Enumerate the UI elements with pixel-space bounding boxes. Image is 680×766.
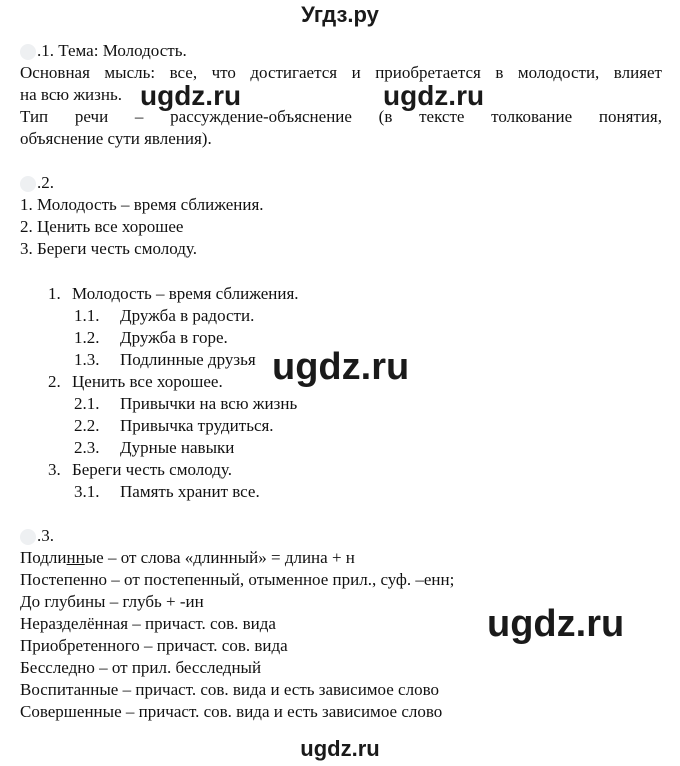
word-part: Подли — [20, 548, 67, 567]
task2-heading — [20, 173, 54, 193]
task2-label: .2. — [37, 173, 54, 192]
task3-label: .3. — [37, 526, 54, 545]
complex-plan-item-1-2-num: 1.2. — [74, 328, 100, 347]
complex-plan-item-3-num: 3. — [48, 460, 61, 479]
complex-plan-item-1-num: 1. — [48, 284, 61, 303]
simple-plan-item-3: 3. Береги честь смолоду. — [20, 239, 197, 258]
watermark-4: ugdz.ru — [487, 603, 625, 645]
task1-heading — [20, 41, 187, 61]
underlined-suffix: нн — [66, 548, 85, 567]
complex-plan-item-2-1-num: 2.1. — [74, 394, 100, 413]
simple-plan-item-1: 1. Молодость – время сближения. — [20, 195, 264, 214]
watermark-3: ugdz.ru — [272, 346, 410, 388]
task3-line-5: Приобретенного – причаст. сов. вида — [20, 636, 288, 655]
task3-heading — [20, 526, 54, 546]
task3-line-2: Постепенно – от постепенный, отыменное прил., суф. –енн; — [20, 570, 455, 589]
complex-plan-item-3-1-text: Память хранит все. — [120, 482, 260, 501]
task1-speech-type-line1: Тип речи – рассуждение-объяснение (в тексте толкование понятия, — [20, 107, 662, 126]
task1-main-idea-line1: Основная мысль: все, что достигается и приобретается в молодости, влияет — [20, 63, 662, 82]
word-explanation: ые – от слова «длинный» = длина + н — [84, 548, 355, 567]
task3-line-7: Воспитанные – причаст. сов. вида и есть зависимое слово — [20, 680, 439, 699]
complex-plan-item-1-1-text: Дружба в радости. — [120, 306, 255, 325]
task1-main-idea-line2: на всю жизнь. — [20, 85, 122, 104]
number-blob-icon — [20, 44, 36, 60]
complex-plan-item-2-2-num: 2.2. — [74, 416, 100, 435]
task3-line-3: До глубины – глубь + -ин — [20, 592, 204, 611]
task3-line-8: Совершенные – причаст. сов. вида и есть зависимое слово — [20, 702, 443, 721]
complex-plan-item-3-text: Береги честь смолоду. — [72, 460, 232, 479]
task1-label: .1. Тема: Молодость. — [37, 41, 187, 60]
complex-plan-item-3-1-num: 3.1. — [74, 482, 100, 501]
task1-speech-type-line2: объяснение сути явления). — [20, 129, 212, 148]
complex-plan-item-1-text: Молодость – время сближения. — [72, 284, 299, 303]
complex-plan-item-2-1-text: Привычки на всю жизнь — [120, 394, 298, 413]
watermark-2: ugdz.ru — [383, 80, 485, 111]
complex-plan-item-2-2-text: Привычка трудиться. — [120, 416, 274, 435]
complex-plan-item-2-3-text: Дурные навыки — [120, 438, 235, 457]
task3-line-4: Неразделённая – причаст. сов. вида — [20, 614, 276, 633]
complex-plan-item-1-3-num: 1.3. — [74, 350, 100, 369]
number-blob-icon — [20, 529, 36, 545]
complex-plan-item-1-1-num: 1.1. — [74, 306, 100, 325]
watermark-1: ugdz.ru — [140, 80, 242, 111]
page-header-title: Угдз.ру — [301, 2, 379, 27]
complex-plan-item-1-3-text: Подлинные друзья — [120, 350, 256, 369]
complex-plan-item-2-3-num: 2.3. — [74, 438, 100, 457]
complex-plan-item-2-text: Ценить все хорошее. — [72, 372, 223, 391]
number-blob-icon — [20, 176, 36, 192]
task3-line-1 — [20, 548, 355, 568]
complex-plan-item-1-2-text: Дружба в горе. — [120, 328, 228, 347]
task3-line-6: Бесследно – от прил. бесследный — [20, 658, 262, 677]
complex-plan-item-2-num: 2. — [48, 372, 61, 391]
page-footer-watermark: ugdz.ru — [300, 736, 380, 761]
simple-plan-item-2: 2. Ценить все хорошее — [20, 217, 184, 236]
